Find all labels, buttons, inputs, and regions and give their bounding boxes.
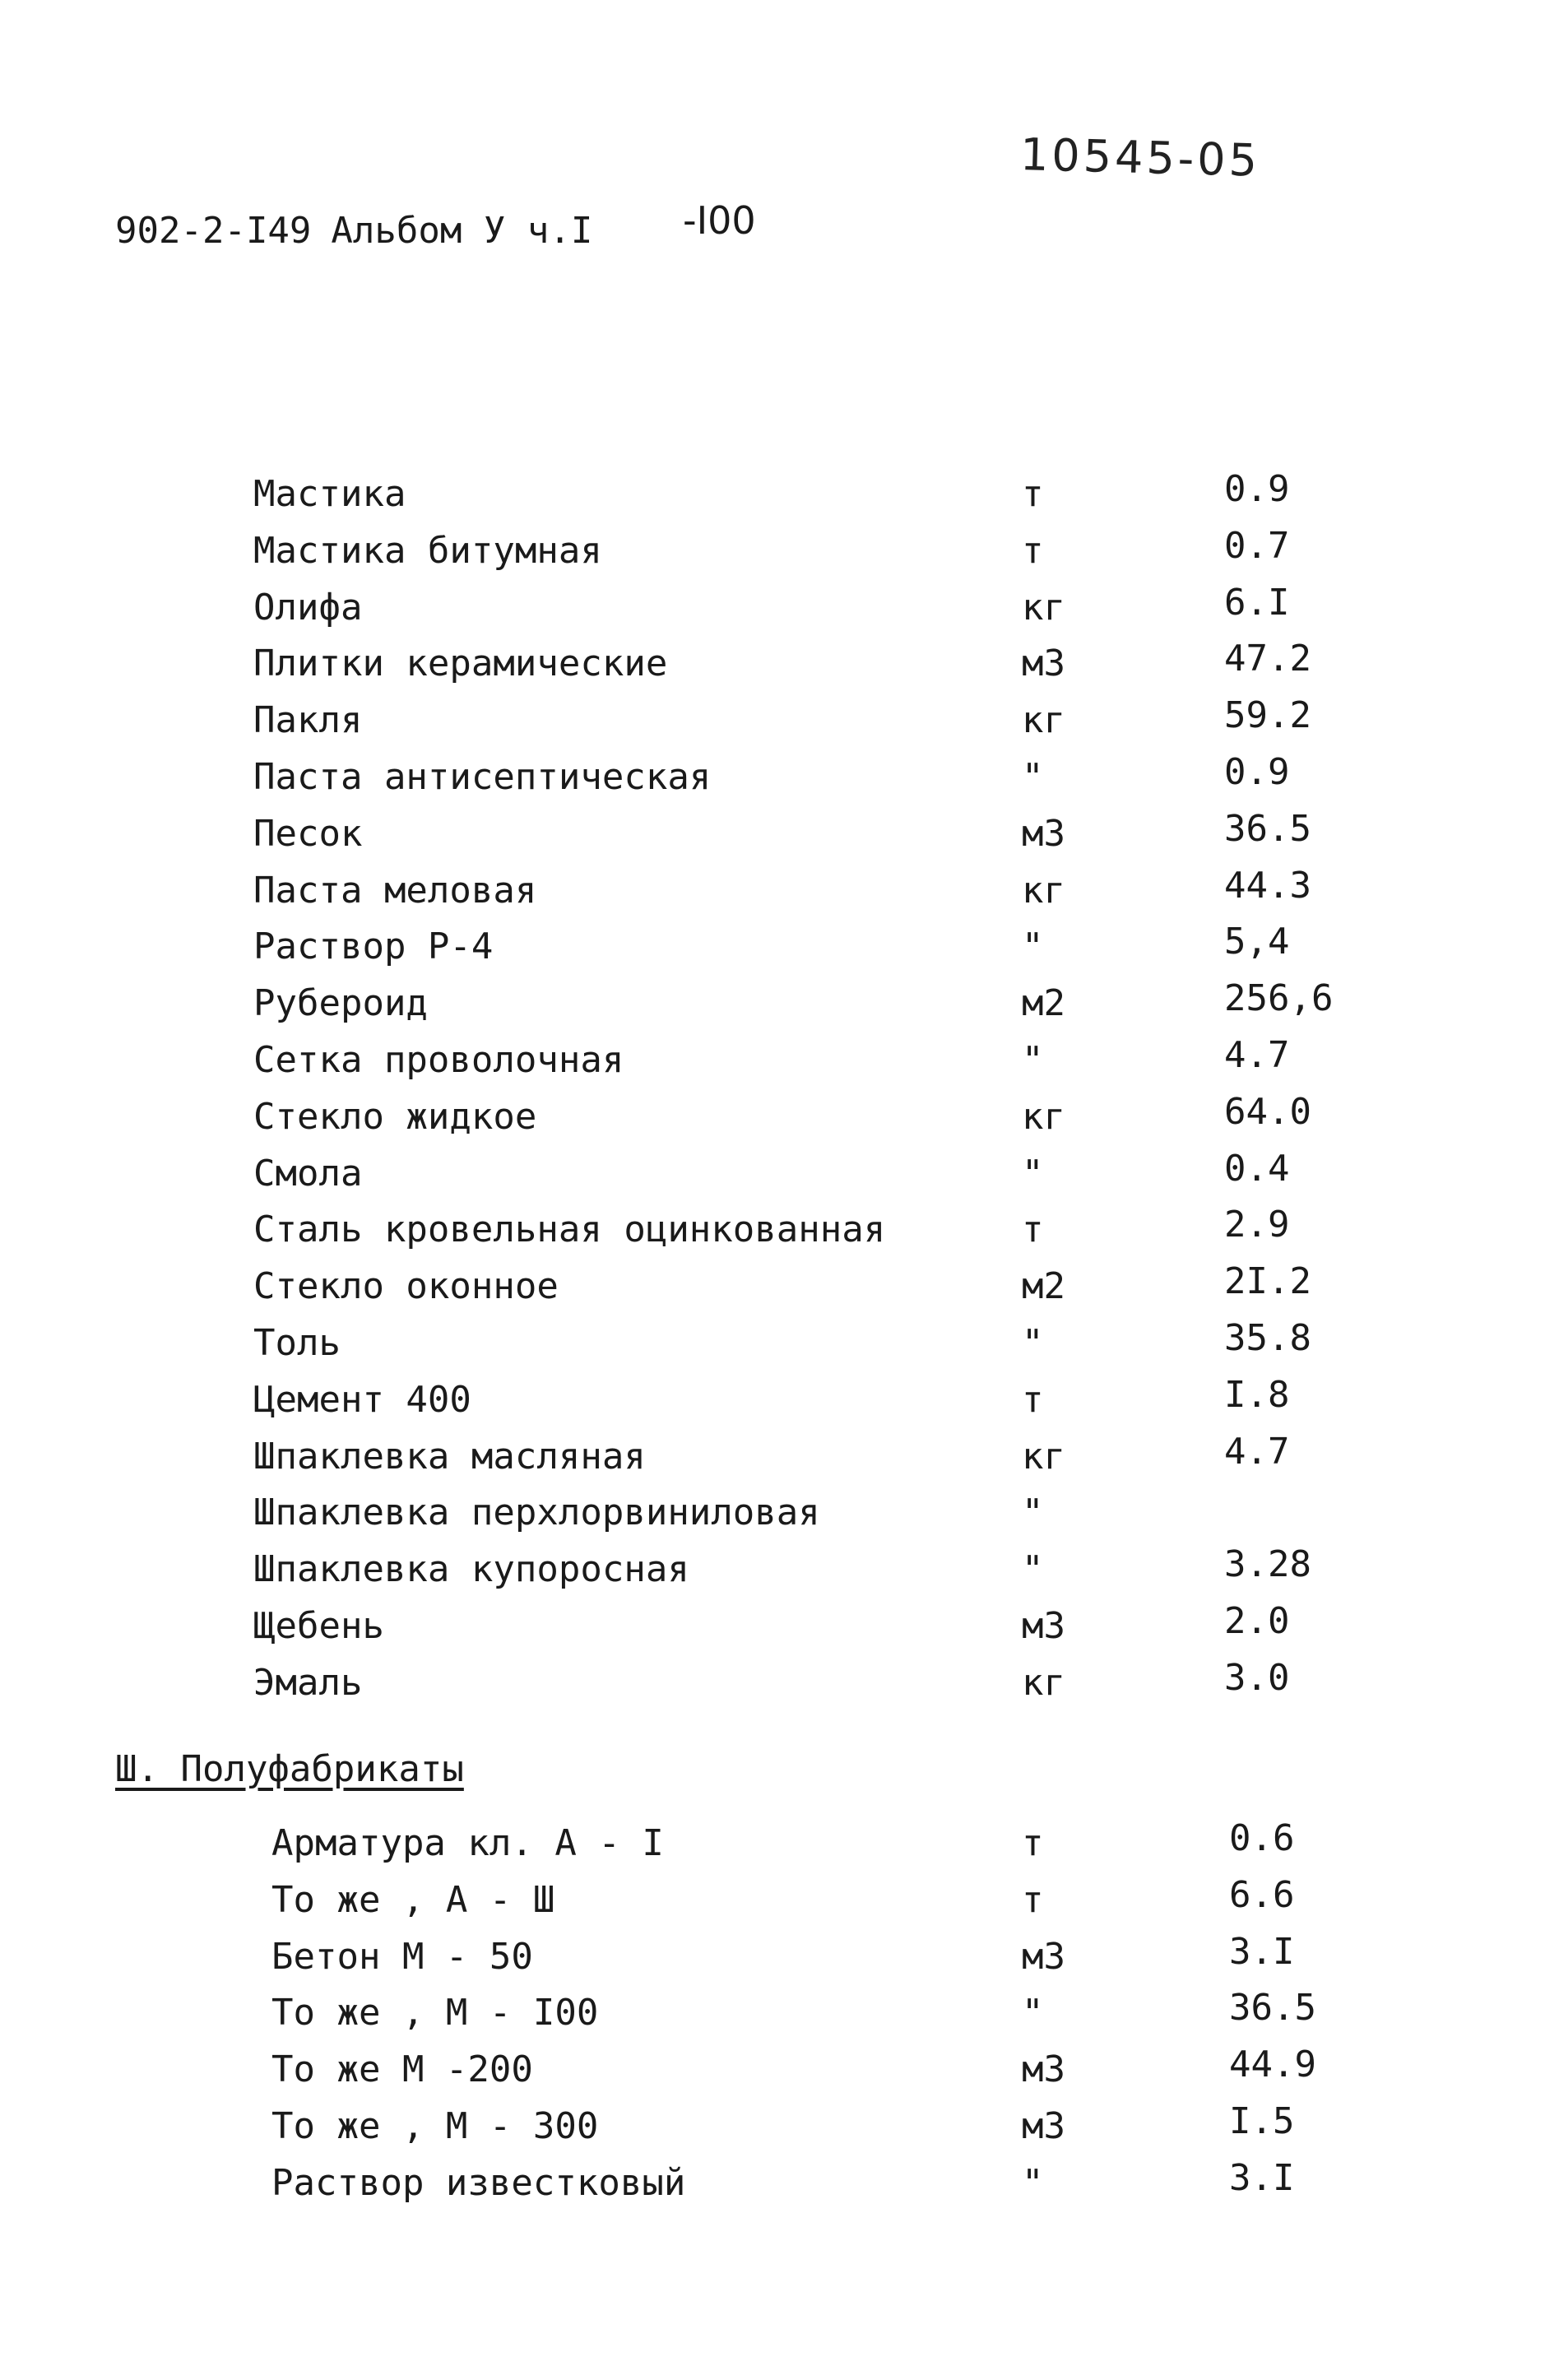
material-qty: 3.0 (1224, 1656, 1290, 1699)
material-name: Эмаль (253, 1661, 363, 1704)
product-unit: т (1022, 1878, 1044, 1921)
material-name: Щебень (253, 1604, 384, 1647)
table-row (0, 1987, 1545, 2048)
material-unit: т (1022, 529, 1044, 572)
material-qty: 0.7 (1224, 524, 1290, 567)
material-unit: кг (1022, 1661, 1065, 1704)
material-unit: м2 (1022, 982, 1065, 1025)
material-name: Паста меловая (253, 869, 537, 912)
material-name: Сетка проволочная (253, 1038, 624, 1081)
material-name: Сталь кровельная оцинкованная (253, 1209, 886, 1251)
material-unit: " (1022, 755, 1044, 798)
product-unit: " (1022, 2161, 1044, 2204)
table-row (0, 524, 1545, 587)
materials-table (0, 468, 1545, 1719)
material-unit: кг (1022, 699, 1065, 742)
table-row (0, 921, 1545, 982)
product-qty: 3.I (1229, 1930, 1295, 1973)
material-unit: м3 (1022, 643, 1065, 685)
table-row (0, 1492, 1545, 1548)
product-name: То же , М - 300 (271, 2104, 599, 2147)
product-qty: 3.I (1229, 2156, 1295, 2199)
material-name: Шпаклевка перхлорвиниловая (253, 1492, 820, 1534)
table-row (0, 1033, 1545, 1096)
material-name: Шпаклевка масляная (253, 1435, 646, 1478)
material-unit: т (1022, 1378, 1044, 1421)
material-unit: м2 (1022, 1265, 1065, 1308)
material-unit: м3 (1022, 812, 1065, 855)
table-row (0, 2099, 1545, 2162)
material-qty: 0.4 (1224, 1147, 1290, 1190)
material-unit: кг (1022, 1435, 1065, 1478)
material-qty: 2I.2 (1224, 1260, 1311, 1303)
table-row (0, 1090, 1545, 1153)
material-unit: " (1022, 1038, 1044, 1081)
material-name: Стекло жидкое (253, 1095, 537, 1138)
table-row (0, 1873, 1545, 1936)
table-row (0, 1147, 1545, 1209)
material-name: Мастика битумная (253, 529, 602, 572)
material-qty: 59.2 (1224, 694, 1311, 737)
material-qty: 2.0 (1224, 1599, 1290, 1642)
material-qty: 64.0 (1224, 1090, 1311, 1133)
product-qty: I.5 (1229, 2099, 1295, 2142)
material-qty: 0.9 (1224, 468, 1290, 510)
product-name: Арматура кл. А - I (271, 1822, 664, 1864)
product-qty: 36.5 (1229, 1987, 1316, 2030)
material-qty: 47.2 (1224, 638, 1311, 680)
material-unit: т (1022, 1209, 1044, 1251)
table-row (0, 638, 1545, 699)
material-qty: I.8 (1224, 1373, 1290, 1416)
product-name: То же , А - Ш (271, 1878, 555, 1921)
page-number: -I00 (683, 198, 756, 243)
material-unit: м3 (1022, 1604, 1065, 1647)
material-unit: т (1022, 473, 1044, 515)
material-unit: " (1022, 1321, 1044, 1364)
product-qty: 44.9 (1229, 2044, 1316, 2086)
material-qty: 6.I (1224, 581, 1290, 624)
material-name: Песок (253, 812, 363, 855)
product-unit: м3 (1022, 2048, 1065, 2091)
table-row (0, 2156, 1545, 2219)
material-qty: 2.9 (1224, 1204, 1290, 1246)
table-row (0, 1599, 1545, 1662)
table-row (0, 468, 1545, 530)
material-qty: 0.9 (1224, 750, 1290, 793)
handwritten-code: 10545-05 (1019, 128, 1261, 187)
material-qty: 3.28 (1224, 1543, 1311, 1586)
material-name: Толь (253, 1321, 341, 1364)
album-part: Альбом У ч.I (331, 210, 593, 252)
table-row (0, 1316, 1545, 1379)
material-unit: кг (1022, 586, 1065, 629)
material-name: Цемент 400 (253, 1378, 471, 1421)
product-name: То же М -200 (271, 2048, 533, 2091)
material-name: Рубероид (253, 982, 428, 1025)
table-row (0, 1204, 1545, 1265)
table-row (0, 1656, 1545, 1719)
table-row (0, 750, 1545, 813)
material-name: Раствор Р-4 (253, 926, 494, 968)
material-name: Плитки керамические (253, 643, 668, 685)
doc-code: 902-2-I49 (115, 210, 312, 252)
material-qty: 5,4 (1224, 921, 1290, 963)
material-unit: кг (1022, 869, 1065, 912)
material-unit: " (1022, 1492, 1044, 1534)
table-row (0, 581, 1545, 643)
table-row (0, 864, 1545, 926)
material-qty: 44.3 (1224, 864, 1311, 907)
material-unit: " (1022, 926, 1044, 968)
table-row (0, 694, 1545, 756)
table-row (0, 1817, 1545, 1879)
material-name: Паста антисептическая (253, 755, 712, 798)
product-unit: м3 (1022, 2104, 1065, 2147)
table-row (0, 1543, 1545, 1605)
material-name: Смола (253, 1152, 363, 1195)
product-unit: " (1022, 1992, 1044, 2034)
material-name: Шпаклевка купоросная (253, 1548, 689, 1591)
product-name: Раствор известковый (271, 2161, 686, 2204)
section-heading: Ш. Полуфабрикаты (115, 1748, 464, 1790)
table-row (0, 1260, 1545, 1322)
material-qty: 4.7 (1224, 1033, 1290, 1076)
material-qty: 35.8 (1224, 1316, 1311, 1359)
product-qty: 0.6 (1229, 1817, 1295, 1859)
material-qty: 4.7 (1224, 1430, 1290, 1473)
table-row (0, 807, 1545, 870)
product-unit: т (1022, 1822, 1044, 1864)
table-row (0, 1430, 1545, 1492)
material-name: Стекло оконное (253, 1265, 559, 1308)
product-unit: м3 (1022, 1935, 1065, 1978)
material-unit: " (1022, 1548, 1044, 1591)
table-row (0, 1930, 1545, 1993)
material-qty: 256,6 (1224, 977, 1334, 1020)
product-qty: 6.6 (1229, 1873, 1295, 1916)
product-name: Бетон М - 50 (271, 1935, 533, 1978)
table-row (0, 1373, 1545, 1436)
semi-products-table (0, 1817, 1545, 2219)
material-unit: " (1022, 1152, 1044, 1195)
table-row (0, 977, 1545, 1039)
product-name: То же , М - I00 (271, 1992, 599, 2034)
material-name: Мастика (253, 473, 406, 515)
material-name: Пакля (253, 699, 363, 742)
table-row (0, 2044, 1545, 2105)
material-qty: 36.5 (1224, 807, 1311, 850)
material-name: Олифа (253, 586, 363, 629)
material-unit: кг (1022, 1095, 1065, 1138)
document-header (115, 198, 756, 252)
